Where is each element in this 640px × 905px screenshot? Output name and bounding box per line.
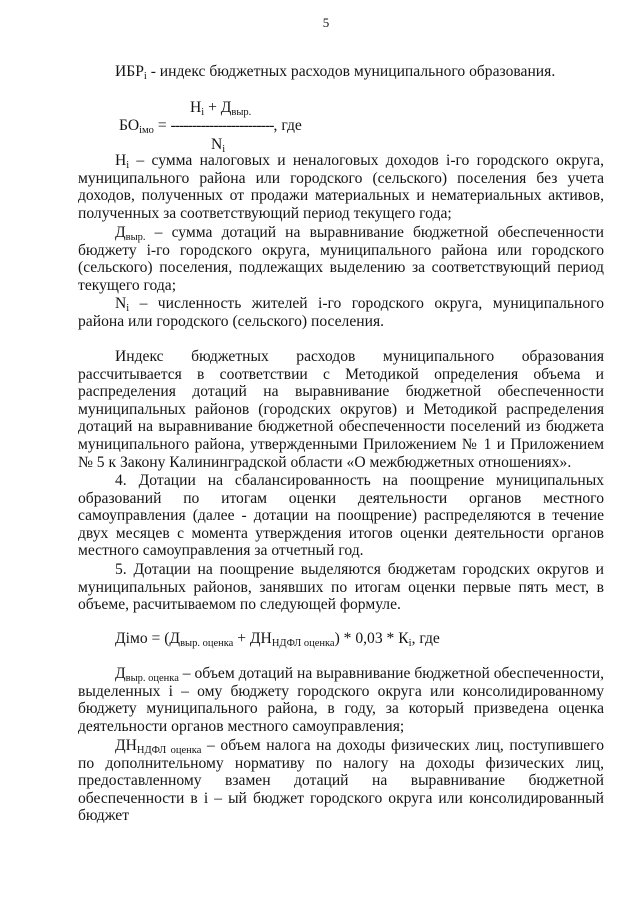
definition-h-subscript: i bbox=[126, 160, 130, 171]
definition-d-text: – сумма дотаций на выравнивание бюджетной обеспеченности бюджету i-го городского округа, муниципального района или городского (сельского) поселения, подлежащих выделению за соответствующий период текущего года; bbox=[78, 224, 604, 294]
numerator-plus-d: + Д bbox=[204, 99, 232, 116]
formula-dimo-where: , где bbox=[411, 630, 440, 647]
formula-dimo-rest: ) * 0,03 * К bbox=[334, 630, 409, 647]
formula-dimo-lhs: Дiмо = (Д bbox=[115, 630, 181, 647]
formula-bo-fraction-bar: ------------------------ bbox=[170, 117, 274, 134]
definition-dn-subscript: НДФЛ оценка bbox=[136, 745, 202, 756]
definition-n-text: – численность жителей i-го городского округа, муниципального района или городского (сельского) поселения. bbox=[78, 295, 604, 330]
definition-d-symbol: Д bbox=[115, 224, 126, 241]
paragraph-5: 5. Дотации на поощрение выделяются бюджетам городских округов и муниципальных районов, занявших по итогам оценки первые пять мест, в объеме, расчитываемом по следующей формуле. bbox=[78, 561, 604, 614]
ibr-subscript: i bbox=[143, 71, 147, 82]
denominator-n-subscript: i bbox=[222, 144, 226, 155]
denominator-n: N bbox=[211, 136, 223, 153]
ibr-symbol: ИБР bbox=[115, 63, 144, 80]
formula-dimo bbox=[115, 630, 440, 648]
definition-d-subscript: выр. bbox=[125, 232, 146, 243]
formula-dimo-k-subscript: i bbox=[408, 638, 412, 649]
page-number: 5 bbox=[322, 15, 330, 30]
formula-bo-where: , где bbox=[273, 117, 302, 134]
definition-dn-text: – объем налога на доходы физических лиц, поступившего по дополнительному нормативу по налогу на доходы физических лиц, предоставленному взамен дотаций на выравнивание бюджетной обеспеченности в i – ый бюджет городского округа или консолидированный бюджет bbox=[78, 737, 605, 825]
definition-h bbox=[78, 152, 604, 222]
definition-dvyr-symbol: Д bbox=[115, 665, 126, 682]
definition-n-subscript: i bbox=[126, 303, 130, 314]
numerator-h: Н bbox=[190, 99, 202, 116]
formula-bo-lhs: БО bbox=[119, 117, 140, 134]
numerator-d-subscript: выр. bbox=[231, 107, 252, 118]
formula-bo-denominator bbox=[211, 136, 225, 154]
formula-dimo-plus: + ДН bbox=[233, 630, 272, 647]
definition-d bbox=[78, 224, 604, 294]
formula-bo-numerator bbox=[190, 99, 251, 117]
definition-h-text: – сумма налоговых и неналоговых доходов i-го городского округа, муниципального района или городского (сельского) поселения без учета доходов, полученных от продажи материальных и нематериальных активов, полученных за соответствующий период текущего года; bbox=[78, 152, 604, 222]
paragraph-4: 4. Дотации на сбалансированность на поощрение муниципальных образований по итогам оценки деятельности органов местного самоуправления (далее - дотации на поощрение) распределяются в течение двух месяцев с момента утверждения итогов оценки деятельности органов местного самоуправления за отчетный год. bbox=[78, 472, 604, 560]
formula-bo-line bbox=[119, 117, 302, 135]
definition-dn-symbol: ДН bbox=[115, 737, 137, 754]
definition-dvyr-text: – объем дотаций на выравнивание бюджетной обеспеченности, выделенных i – ому бюджету городского округа или консолидированному бюджету муниципального района, в году, за который призведена оценка деятельности органов местного самоуправления; bbox=[78, 665, 605, 735]
ibr-text: - индекс бюджетных расходов муниципального образования. bbox=[146, 63, 556, 80]
definition-n bbox=[78, 295, 604, 330]
formula-dimo-subscript-2: НДФЛ оценка bbox=[271, 638, 335, 649]
ibr-definition bbox=[78, 63, 604, 81]
definition-dvyr-otsenka bbox=[78, 665, 604, 735]
definition-h-symbol: Н bbox=[115, 152, 127, 169]
formula-bo-equals: = bbox=[153, 117, 171, 134]
definition-n-symbol: N bbox=[115, 295, 127, 312]
paragraph-index-calculation: Индекс бюджетных расходов муниципального образования рассчитывается в соответствии с Методикой определения объема и распределения дотаций на выравнивание бюджетной обеспеченности муниципальных районов (городских округов) и Методикой распределения дотаций на выравнивание бюджетной обеспеченности поселений из бюджета муниципального района, утвержденными Приложением № 1 и Приложением № 5 к Закону Калининградской области «О межбюджетных отношениях». bbox=[78, 348, 604, 471]
formula-dimo-subscript-1: выр. оценка bbox=[180, 638, 234, 649]
numerator-h-subscript: i bbox=[201, 107, 205, 118]
formula-bo-lhs-subscript: iмо bbox=[139, 125, 154, 136]
definition-dvyr-subscript: выр. оценка bbox=[125, 673, 179, 684]
definition-dn-ndfl bbox=[78, 737, 604, 825]
